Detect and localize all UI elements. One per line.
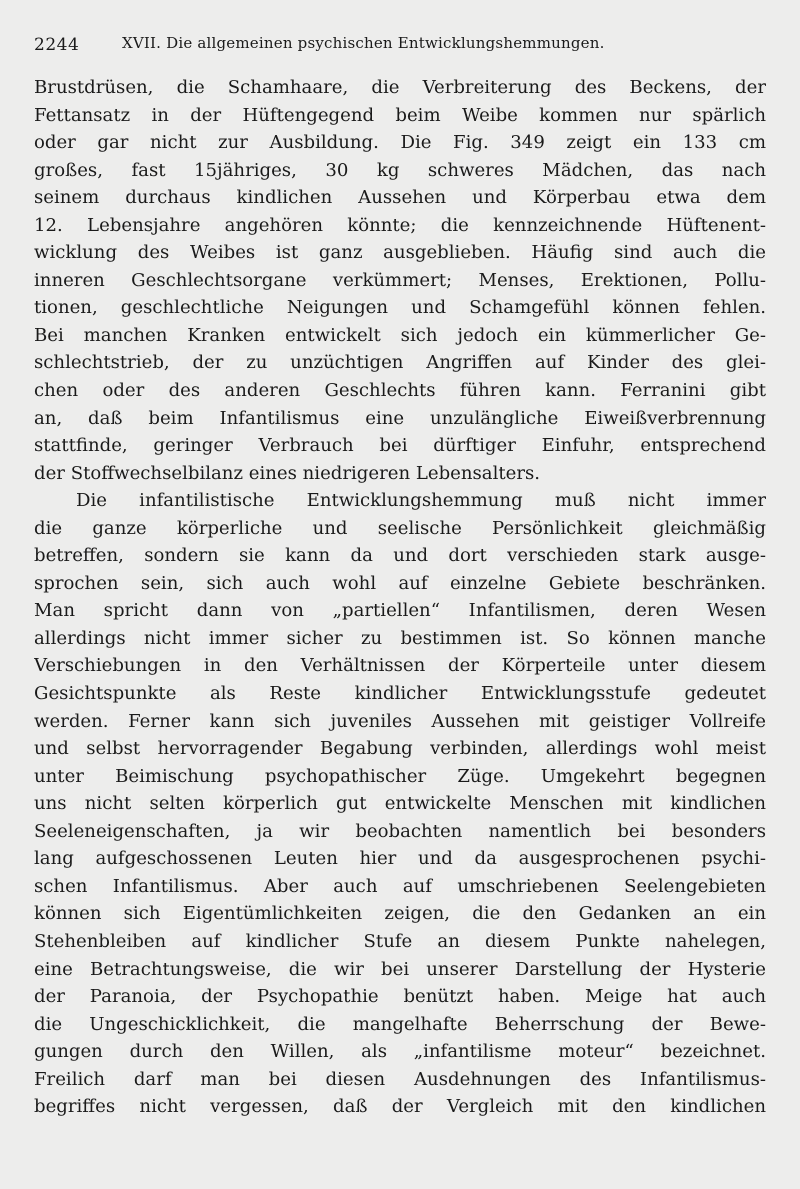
text-line: sprochen sein, sich auch wohl auf einzelne Gebiete beschränken. <box>34 572 766 594</box>
text-line: der Paranoia, der Psychopathie benützt haben. Meige hat auch <box>34 986 766 1008</box>
text-line: werden. Ferner kann sich juveniles Aussehen mit geistiger Vollreife <box>34 710 766 732</box>
text-line: und selbst hervorragender Begabung verbinden, allerdings wohl meist <box>34 738 766 760</box>
text-line: Gesichtspunkte als Reste kindlicher Entwicklungsstufe gedeutet <box>34 683 766 705</box>
text-line: wicklung des Weibes ist ganz ausgeblieben. Häufig sind auch die <box>34 242 766 264</box>
text-line: Brustdrüsen, die Schamhaare, die Verbreiterung des Beckens, der <box>34 77 766 98</box>
text-line: können sich Eigentümlichkeiten zeigen, die den Gedanken an ein <box>34 903 766 925</box>
text-line: Stehenbleiben auf kindlicher Stufe an diesem Punkte nahelegen, <box>34 930 766 952</box>
text-line: Bei manchen Kranken entwickelt sich jedoch ein kümmerlicher Ge- <box>34 324 766 346</box>
text-line: schlechtstrieb, der zu unzüchtigen Angriffen auf Kinder des glei- <box>34 352 766 374</box>
text-line: lang aufgeschossenen Leuten hier und da ausgesprochenen psychi- <box>34 848 766 870</box>
text-line: allerdings nicht immer sicher zu bestimmen ist. So können manche <box>34 627 766 649</box>
text-line: die ganze körperliche und seelische Persönlichkeit gleichmäßig <box>34 517 766 539</box>
text-line: uns nicht selten körperlich gut entwickelte Menschen mit kindlichen <box>34 793 766 815</box>
paragraph-start-line: Die infantilistische Entwicklungshemmung muß nicht immer <box>76 490 766 512</box>
text-line: inneren Geschlechtsorgane verkümmert; Menses, Erektionen, Pollu- <box>34 269 766 291</box>
text-line: chen oder des anderen Geschlechts führen kann. Ferranini gibt <box>34 380 766 402</box>
body-text <box>34 74 766 1121</box>
text-line: Verschiebungen in den Verhältnissen der Körperteile unter diesem <box>34 655 766 677</box>
text-line: begriffes nicht vergessen, daß der Vergleich mit den kindlichen <box>34 1096 766 1118</box>
chapter-title: XVII. Die allgemeinen psychischen Entwicklungshemmungen. <box>122 34 605 52</box>
text-line: unter Beimischung psychopathischer Züge. Umgekehrt begegnen <box>34 765 766 787</box>
text-line: betreffen, sondern sie kann da und dort verschieden stark ausge- <box>34 545 766 567</box>
text-line: Fettansatz in der Hüftengegend beim Weibe kommen nur spärlich <box>34 104 766 126</box>
page-number: 2244 <box>34 35 80 55</box>
text-line: großes, fast 15jähriges, 30 kg schweres Mädchen, das nach <box>34 159 766 181</box>
text-line: Seeleneigenschaften, ja wir beobachten namentlich bei besonders <box>34 820 766 842</box>
text-line: Freilich darf man bei diesen Ausdehnungen des Infantilismus- <box>34 1068 766 1090</box>
text-line: seinem durchaus kindlichen Aussehen und Körperbau etwa dem <box>34 187 766 209</box>
text-line: schen Infantilismus. Aber auch auf umschriebenen Seelengebieten <box>34 875 766 897</box>
paragraph-end-line: der Stoffwechselbilanz eines niedrigeren Lebensalters. <box>34 462 541 484</box>
text-line: eine Betrachtungsweise, die wir bei unserer Darstellung der Hysterie <box>34 958 766 980</box>
text-line: 12. Lebensjahre angehören könnte; die kennzeichnende Hüftenent- <box>34 214 766 236</box>
text-line: an, daß beim Infantilismus eine unzulängliche Eiweißverbrennung <box>34 407 766 429</box>
text-line: Man spricht dann von „partiellen“ Infantilismen, deren Wesen <box>34 600 766 622</box>
text-line: stattfinde, geringer Verbrauch bei dürftiger Einfuhr, entsprechend <box>34 435 766 457</box>
text-line: gungen durch den Willen, als „infantilisme moteur“ bezeichnet. <box>34 1041 766 1063</box>
text-line: die Ungeschicklichkeit, die mangelhafte Beherrschung der Bewe- <box>34 1013 766 1035</box>
running-head <box>34 34 772 56</box>
text-line: tionen, geschlechtliche Neigungen und Schamgefühl können fehlen. <box>34 297 766 319</box>
text-line: oder gar nicht zur Ausbildung. Die Fig. 349 zeigt ein 133 cm <box>34 132 766 154</box>
